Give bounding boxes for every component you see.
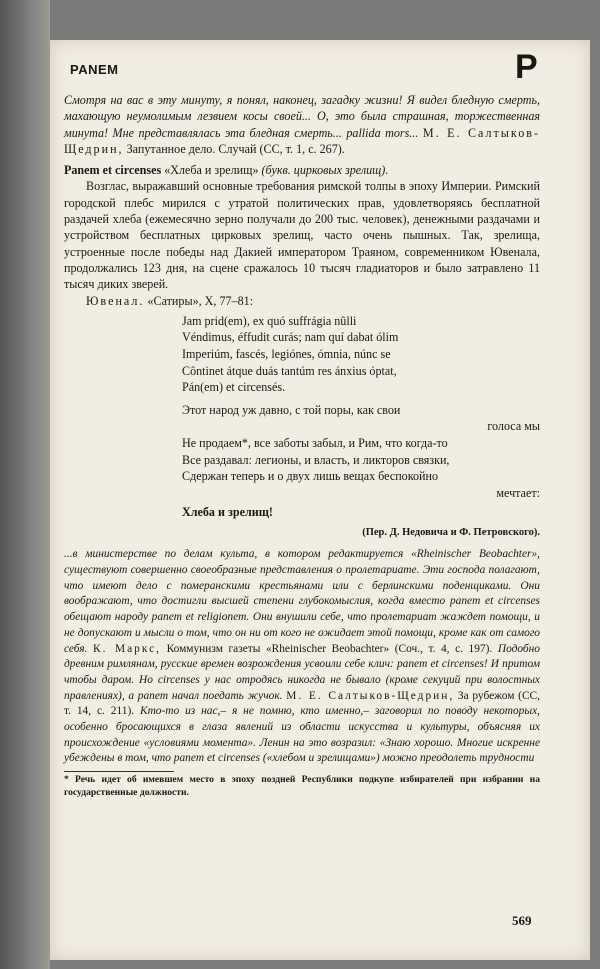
- quote-block-2: [64, 547, 540, 767]
- quote-author: К. Маркс,: [92, 642, 161, 655]
- verse-line: Все раздавал: легионы, и власть, и ликторов связки,: [182, 452, 450, 467]
- headword-note: (букв. цирковых зрелищ).: [261, 163, 389, 178]
- verse-line-cont: голоса мы: [487, 419, 540, 434]
- quote-source: Запутанное дело. Случай (СС, т. 1, с. 267).: [126, 141, 345, 156]
- verse-line: Сдержан теперь и о двух лишь вещах беспокойно: [182, 469, 439, 484]
- verse-line: Pán(em) et circensés.: [182, 380, 286, 395]
- verse-line: Imperiúm, fascés, legiónes, ómnia, núnc se: [182, 347, 391, 362]
- scan-left-border: [0, 0, 50, 969]
- quote-author: М. Е. Салтыков-Щедрин,: [64, 125, 540, 156]
- verse-line-cont: мечтает:: [496, 485, 540, 500]
- quote-text: Кто-то из нас,– я не помню, кто именно,– заговорил по поводу некоторых, особенно бросающихся в глаза явлений из области искусства и культуры, объясняя их происхождение «условиями момента». Ленин на это возразил: «Знаю хорошо. Многие искренне убеждены в том, что panem et circenses («хлебом и зрелищами») можно преодолеть трудности: [64, 705, 540, 765]
- verse-line: Côntinet átque duás tantúm res ánxius óptat,: [182, 363, 397, 378]
- headword-translation: «Хлеба и зрелищ»: [164, 163, 259, 178]
- entry-body: Возглас, выражавший основные требования римской толпы в эпоху Империи. Римский городской плебс мирился с утратой политических прав, удовлетворяясь бесплатной раздачей хлеба (ежемесячно зерно получали до 200 тыс. человек), денежными раздачами и устройством бесплатных цирковых зрелищ, часто очень пышных. Так, зрелища, устроенные после победы над Дакией императором Траяном, современником Ювенала, продолжались 123 дня, на сцене сражалось 10 тысяч гладиаторов и было затравлено 11 тысяч диких зверей.: [64, 179, 540, 292]
- section-letter: P: [515, 48, 538, 86]
- quote-source: За рубежом (СС, т. 14, с. 211).: [64, 689, 540, 718]
- footnote: * Речь идет об имевшем место в эпоху поздней Республики подкупе избирателей при избрании на государственные должности.: [64, 774, 540, 798]
- verse-line: Jam prid(em), ex quó suffrágia nûlli: [182, 313, 357, 328]
- page-number: 569: [512, 913, 532, 928]
- verse-line: Хлеба и зрелищ!: [182, 505, 273, 520]
- verse-line: Этот народ уж давно, с той поры, как свои: [182, 402, 401, 417]
- footnote-rule: [64, 771, 174, 772]
- quote-source: Коммунизм газеты «Rheinischer Beobachter» (Соч., т. 4, с. 197).: [166, 642, 493, 655]
- latin-verse: [182, 313, 540, 396]
- russian-verse: [182, 402, 540, 521]
- running-head: PANEM: [70, 62, 119, 77]
- headword: Panem et circenses: [64, 163, 162, 178]
- source-author: Ювенал.: [86, 293, 145, 308]
- quote-author: М. Е. Салтыков-Щедрин,: [286, 689, 455, 702]
- quote-text: ...в министерстве по делам культа, в котором редактируется «Rheinischer Beobachter», существуют совершенно своеобразные представления о пролетариате. Эти господа полагают, что имеют дело с померанскими крестьянами или с берлинскими поденщиками. Они воображают, что достигли высшей степени глубокомыслия, когда вместо panem et circenses обещают народу panem et religionem. Они внушили себе, что пролетариат жаждет помощи, и не допускают и мысли о том, что он ни от кого не ожидает этой помощи, кроме как от самого себя.: [64, 548, 540, 655]
- quote-text: Смотря на вас в эту минуту, я понял, наконец, загадку жизни! Я видел бледную смерть, махающую неумолимым лезвием косы своей... О, это была страшная, торжественная минута! Мне представлялась эта бледная смерть... pallida mors...: [64, 93, 540, 140]
- source-line: [64, 293, 540, 309]
- verse-line: Véndimus, éffudit curás; nam quí dabat ólim: [182, 330, 399, 345]
- quote-saltykov-1: [64, 92, 540, 157]
- quote-text: Подобно древним римлянам, русские времен возрождения усвоили себе клич: panem et circenses! И притом чтобы даром. Но circenses у нас отродясь никогда не бывало (кроме секуций при волостных правлениях), а panem начал поедать жучок.: [64, 642, 540, 702]
- entry-heading: [64, 162, 540, 178]
- page-body: [64, 92, 540, 799]
- verse-line: Не продаем*, все заботы забыл, и Рим, что когда-то: [182, 436, 448, 451]
- scan-top-border: [0, 0, 600, 40]
- source-title: «Сатиры», X, 77–81:: [147, 293, 254, 308]
- translation-credit: (Пер. Д. Недовича и Ф. Петровского).: [362, 526, 540, 538]
